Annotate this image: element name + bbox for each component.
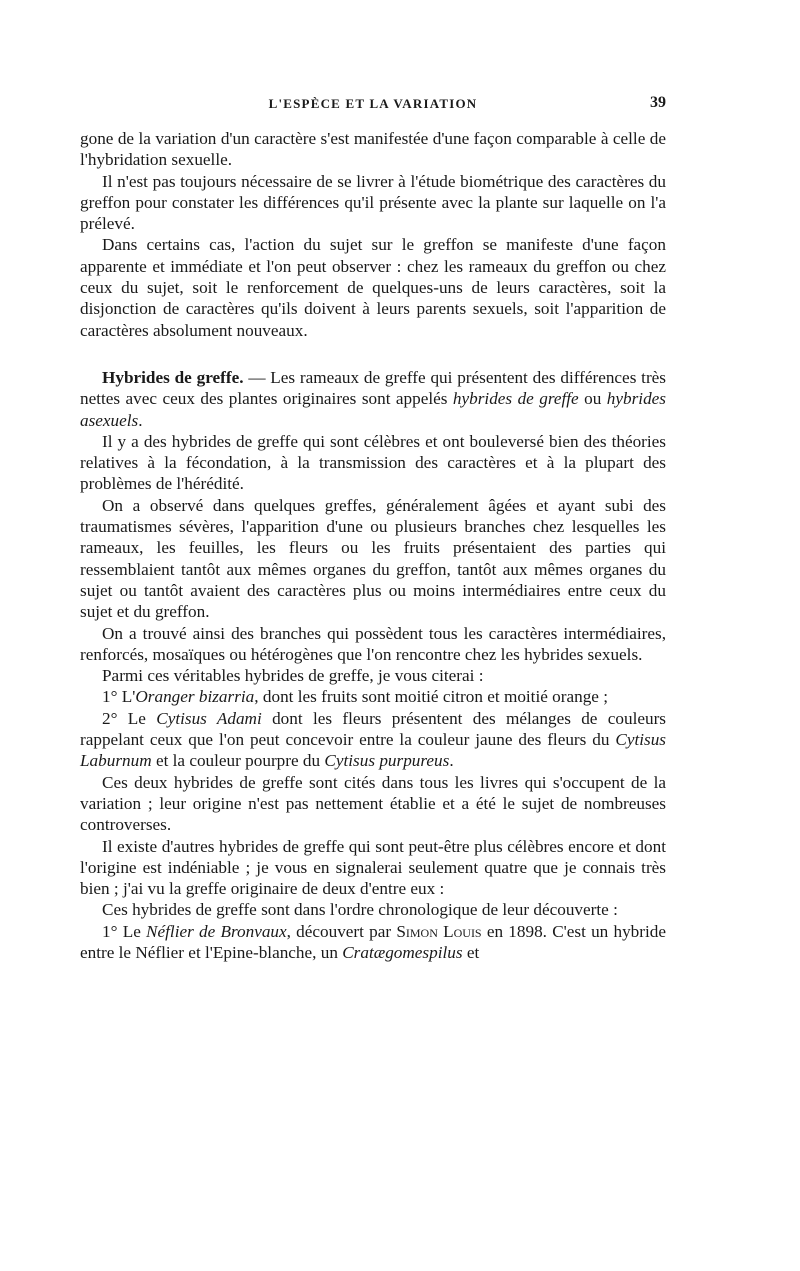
paragraph: Parmi ces véritables hybrides de greffe, je vous citerai : <box>102 666 484 686</box>
page-number: 39 <box>650 94 666 111</box>
paragraph: Dans certains cas, l'action du sujet sur le greffon se manifeste d'une façon apparente et immédiate et l'on peut observer : chez les rameaux du greffon ou chez ceux du sujet, soit le renforcement de quelques-uns de leurs caractères, soit la disjonction de caractères qu'ils doivent à leurs parents sexuels, soit l'apparition de caractères absolument nouveaux. <box>80 235 666 340</box>
page-header <box>80 96 666 120</box>
list-item: 1° Le Néflier de Bronvaux, découvert par Simon Louis en 1898. C'est un hybride entre le Néflier et l'Epine-blanche, un Cratægomespilus et <box>80 921 666 962</box>
author-name: Simon Louis <box>396 921 482 941</box>
paragraph: gone de la variation d'un caractère s'est manifestée d'une façon comparable à celle de l'hybridation sexuelle. <box>80 129 666 170</box>
paragraph: On a observé dans quelques greffes, généralement âgées et ayant subi des traumatismes sévères, l'apparition d'une ou plusieurs branches chez lesquelles les rameaux, les feuilles, les fleurs ou les fruits présentaient des parties qui ressemblaient tantôt aux mêmes organes du greffon, tantôt aux mêmes organes du sujet ou tantôt avaient des caractères plus ou moins intermédiaires entre ceux du sujet et du greffon. <box>80 495 666 622</box>
paragraph: Ces deux hybrides de greffe sont cités dans tous les livres qui s'occupent de la variation ; leur origine n'est pas nettement établie et a été le sujet de nombreuses controverses. <box>80 772 666 835</box>
paragraph: On a trouvé ainsi des branches qui possèdent tous les caractères intermédiaires, renforcés, mosaïques ou hétérogènes que l'on rencontre chez les hybrides sexuels. <box>80 623 666 664</box>
section-heading: Hybrides de greffe. <box>102 367 244 387</box>
body-text <box>80 128 666 963</box>
list-number: 1° <box>102 687 118 707</box>
running-title: L'ESPÈCE ET LA VARIATION <box>268 96 478 111</box>
list-number: 1° <box>102 921 118 941</box>
section-paragraph: Hybrides de greffe. — Les rameaux de greffe qui présentent des différences très nettes avec ceux des plantes originaires sont appelés hybrides de greffe ou hybrides asexuels. <box>80 367 666 430</box>
list-item: 2° Le Cytisus Adami dont les fleurs présentent des mélanges de couleurs rappelant ceux que l'on peut concevoir entre la couleur jaune des fleurs du Cytisus Laburnum et la couleur pourpre du Cytisus purpureus. <box>80 708 666 771</box>
paragraph: Ces hybrides de greffe sont dans l'ordre chronologique de leur découverte : <box>102 900 618 920</box>
paragraph: Il existe d'autres hybrides de greffe qui sont peut-être plus célèbres encore et dont l'origine est indéniable ; je vous en signalerai seulement quatre que je connais très bien ; j'ai vu la greffe originaire de deux d'entre eux : <box>80 836 666 899</box>
list-number: 2° <box>102 708 118 728</box>
paragraph: Il y a des hybrides de greffe qui sont célèbres et ont bouleversé bien des théories relatives à la fécondation, à la transmission des caractères et à la plupart des problèmes de l'hérédité. <box>80 431 666 494</box>
paragraph: Il n'est pas toujours nécessaire de se livrer à l'étude biométrique des caractères du greffon pour constater les différences qu'il présente avec la plante sur laquelle on l'a prélevé. <box>80 171 666 234</box>
list-item: 1° L'Oranger bizarria, dont les fruits sont moitié citron et moitié orange ; <box>102 687 608 707</box>
